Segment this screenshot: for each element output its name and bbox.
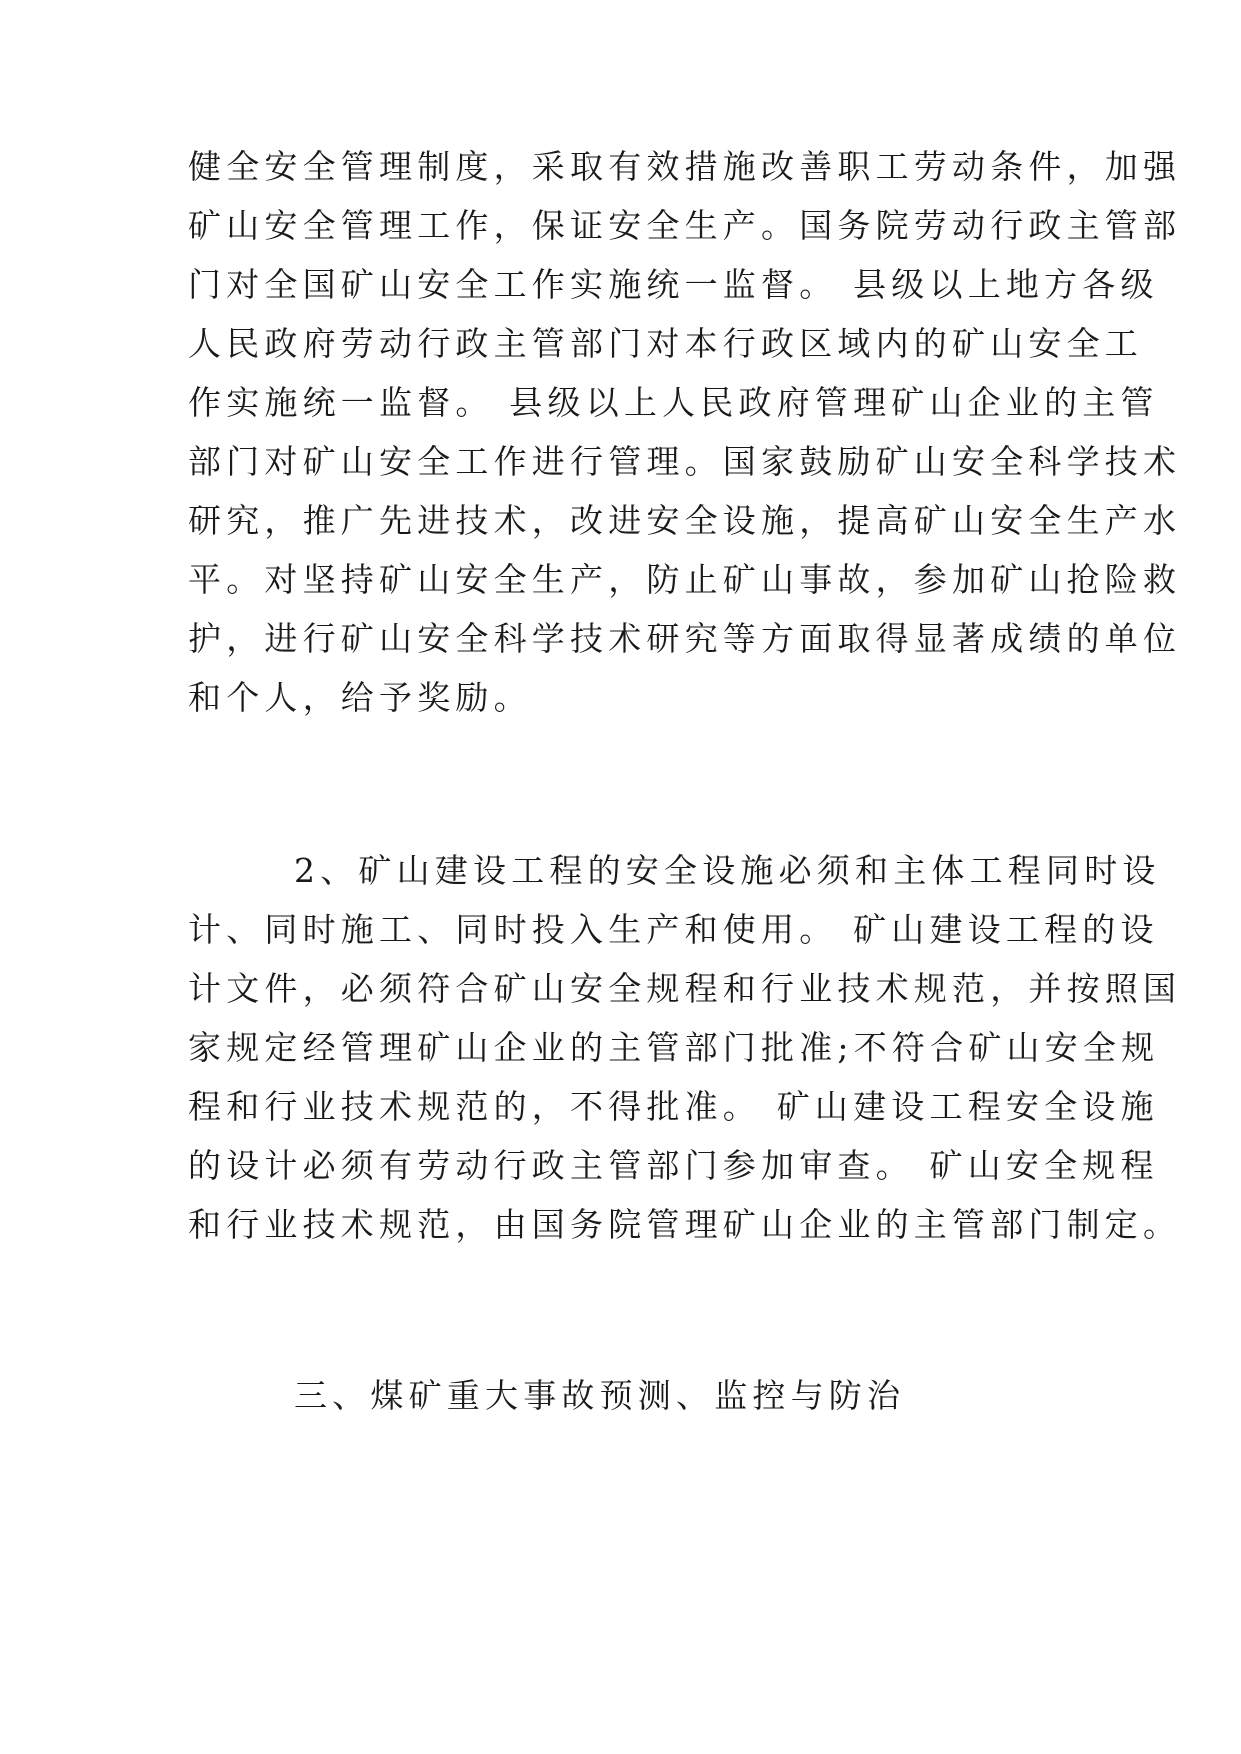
text-line: 计、同时施工、同时投入生产和使用。 矿山建设工程的设 <box>188 910 1159 949</box>
text-line: 的设计必须有劳动行政主管部门参加审查。 矿山安全规程 <box>188 1146 1159 1185</box>
text-line: 家规定经管理矿山企业的主管部门批准;不符合矿山安全规 <box>188 1028 1160 1067</box>
text-line: 人民政府劳动行政主管部门对本行政区域内的矿山安全工 <box>188 324 1143 363</box>
text-line: 作实施统一监督。 县级以上人民政府管理矿山企业的主管 <box>188 383 1159 422</box>
text-line: 平。对坚持矿山安全生产，防止矿山事故，参加矿山抢险救 <box>188 560 1182 599</box>
text-line: 部门对矿山安全工作进行管理。国家鼓励矿山安全科学技术 <box>188 442 1182 481</box>
text-line: 程和行业技术规范的，不得批准。 矿山建设工程安全设施 <box>188 1087 1159 1126</box>
text-line: 研究，推广先进技术，改进安全设施，提高矿山安全生产水 <box>188 501 1182 540</box>
text-line: 计文件，必须符合矿山安全规程和行业技术规范，并按照国 <box>188 969 1182 1008</box>
text-line: 护，进行矿山安全科学技术研究等方面取得显著成绩的单位 <box>188 619 1182 658</box>
text-line: 矿山安全管理工作，保证安全生产。国务院劳动行政主管部 <box>188 206 1182 245</box>
section-heading: 三、煤矿重大事故预测、监控与防治 <box>294 1376 906 1415</box>
text-line: 2、矿山建设工程的安全设施必须和主体工程同时设 <box>294 851 1161 890</box>
text-line: 健全安全管理制度，采取有效措施改善职工劳动条件，加强 <box>188 147 1182 186</box>
text-line: 和个人，给予奖励。 <box>188 678 532 717</box>
text-line: 门对全国矿山安全工作实施统一监督。 县级以上地方各级 <box>188 265 1159 304</box>
text-line: 和行业技术规范，由国务院管理矿山企业的主管部门制定。 <box>188 1205 1182 1244</box>
